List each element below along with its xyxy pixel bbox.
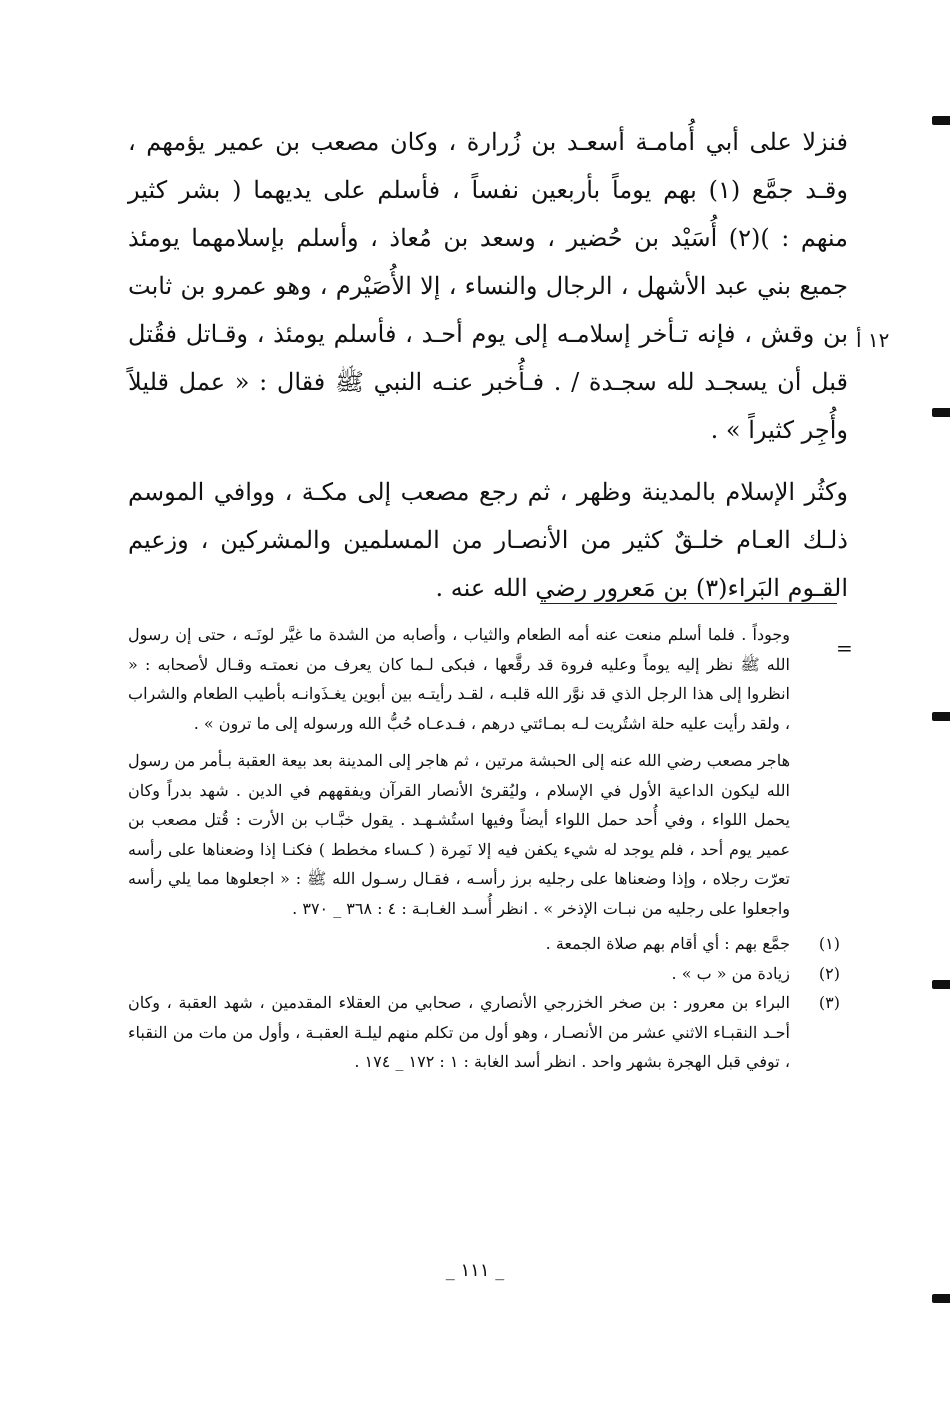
footnote-continuation	[128, 620, 840, 923]
footnote-divider	[540, 603, 837, 604]
footnote-text: البراء بن معرور : بن صخر الخزرجي الأنصاري ، صحابي من العقلاء المقدمين ، شهد العقبة ، وكان أحـد النقبـاء الاثني عشر من الأنصـار ، وهو أول من تكلم منهم ليلـة العقبـة ، وأول من مات من النقباء ، توفي قبل الهجرة بشهر واحد . انظر أسد الغابة : ١ : ١٧٢ _ ١٧٤ .	[128, 993, 791, 1071]
footnote-continuation-mark: =	[836, 636, 853, 660]
scan-edge-mark	[932, 980, 950, 989]
footnote-item	[128, 959, 840, 989]
scan-edge-mark	[932, 116, 950, 125]
footnote-item	[128, 988, 840, 1077]
footnote-text: جمَّع بهم : أي أقام بهم صلاة الجمعة .	[545, 934, 790, 953]
footnote-continuation-para-2: هاجر مصعب رضي الله عنه إلى الحبشة مرتين ، ثم هاجر إلى المدينة بعد بيعة العقبة بـأمر من رسول الله ليكون الداعية الأول في الإسلام ، وليُقرئ الأنصار القرآن ويفقههم في الدين . شهد بدراً وكان يحمل اللواء ، وفي أُحد حمل اللواء أيضاً وفيها استُشـهـد . يقول خبَّـاب بن الأرت : قُتل مصعب بن عمير يوم أحد ، فلم يوجد له شيء يكفن فيه إلا نَمِرة ( كـساء مخطط ) فكنـا إذا وضعناها على رأسه تعرّت رجلاه ، وإذا وضعناها على رجليه برز رأسـه ، فقـال رسـول الله ﷺ : « اجعلوها مما يلي رأسه واجعلوا على رجليه من نبـات الإذخر » . انظر أُسـد الغـابـة : ٤ : ٣٦٨ _ ٣٧٠ .	[128, 751, 791, 918]
margin-folio-note: ١٢ أ	[856, 328, 890, 352]
footnote-item	[128, 929, 840, 959]
main-text	[128, 118, 848, 612]
footnote-list	[128, 929, 840, 1077]
scan-edge-mark	[932, 712, 950, 721]
scan-edge-mark	[932, 408, 950, 417]
footnote-number: (٢)	[818, 963, 840, 983]
main-paragraph-1: فنزلا على أبي أُمامـة أسعـد بن زُرارة ، وكان مصعب بن عمير يؤمهم ، وقـد جمَّع (١) بهم يوماً بأربعين نفساً ، فأسلم على يديهما ( بشر كثير منهم : )(٢) أُسَيْد بن حُضير ، وسعد بن مُعاذ ، وأسلم بإسلامهما يومئذ جميع بني عبد الأشهل ، الرجال والنساء ، إلا الأُصَيْرم ، وهو عمرو بن ثابت بن وقش ، فإنه تـأخر إسلامـه إلى يوم أحـد ، فأسلم يومئذ ، وقـاتل فقُتل قبل أن يسجـد لله سجـدة / . فـأُخبر عنـه النبي ﷺ فقال : « عمل قليلاً وأُجِر كثيراً » .	[128, 128, 848, 444]
scan-edge-mark	[932, 1294, 950, 1303]
footnote-text: زيادة من « ب » .	[671, 963, 790, 983]
footnote-number: (٣)	[818, 993, 840, 1012]
footnote-number: (١)	[818, 934, 840, 953]
footnote-continuation-para-1: وجوداً . فلما أسلم منعت عنه أمه الطعام والثياب ، وأصابه من الشدة ما غيَّر لونَـه ، حتى إن رسول الله ﷺ نظر إليه يوماً وعليه فروة قد رقَّعها ، فبكى لـما كان يعرف من نعمتـه وقـال لأصحابه : « انظروا إلى هذا الرجل الذي قد نوَّر الله قلبـه ، لقـد رأيتـه بين أبوين يغـذَوانـه بأطيب الطعام والشراب ، ولقد رأيت عليه حلة اشتُريت لـه بمـائتي درهم ، فـدعـاه حُبُّ الله ورسوله إلى ما ترون » .	[128, 625, 791, 733]
main-paragraph-2: وكثُر الإسلام بالمدينة وظهر ، ثم رجع مصعب إلى مكـة ، ووافي الموسم ذلـك العـام خلـقٌ كثير من الأنصـار من المسلمين والمشركين ، وزعيم القـوم البَراء(٣) بن مَعرور رضي الله عنه .	[128, 478, 848, 602]
footnotes	[128, 620, 840, 1077]
page-number: _ ١١١ _	[445, 1260, 505, 1281]
